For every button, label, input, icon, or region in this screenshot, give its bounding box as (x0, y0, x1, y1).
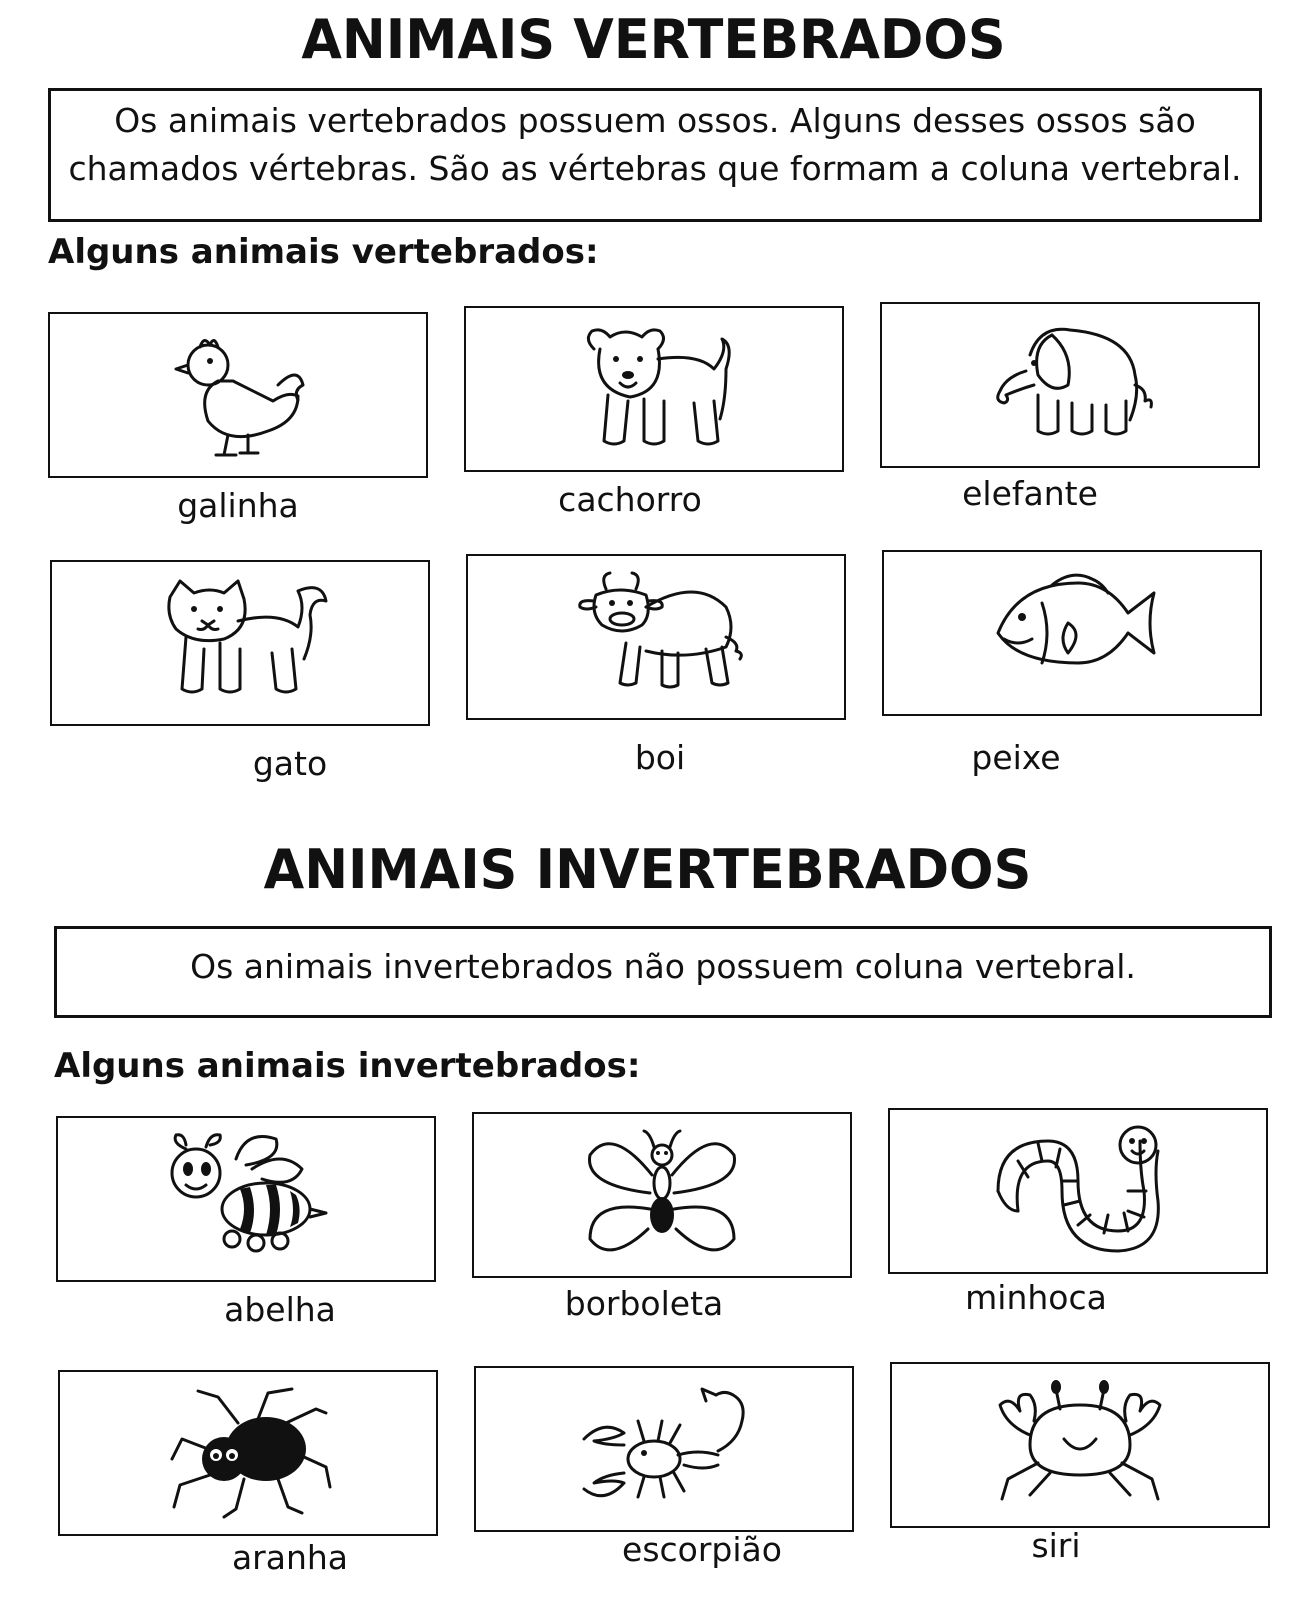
animal-card-crab (890, 1362, 1270, 1528)
butterfly-icon (572, 1125, 752, 1265)
animal-card-spider (58, 1370, 438, 1536)
chicken-icon (148, 325, 328, 465)
dog-icon (564, 319, 744, 459)
elephant-icon (980, 315, 1160, 455)
animal-label-elephant: elefante (962, 474, 1098, 513)
crab-icon (990, 1375, 1170, 1515)
animal-card-scorpion (474, 1366, 854, 1532)
animal-card-cat (50, 560, 430, 726)
animal-card-butterfly (472, 1112, 852, 1278)
bee-icon (156, 1129, 336, 1269)
earthworm-icon (988, 1121, 1168, 1261)
animal-card-fish (882, 550, 1262, 716)
vertebrates-subheading: Alguns animais vertebrados: (48, 232, 599, 272)
animal-label-spider: aranha (231, 1538, 349, 1577)
animal-label-cat: gato (252, 744, 328, 783)
animal-label-dog: cachorro (558, 480, 702, 519)
invertebrates-description-box (54, 926, 1272, 1018)
animal-card-earthworm (888, 1108, 1268, 1274)
invertebrates-description: Os animais invertebrados não possuem coluna vertebral. (190, 947, 1136, 986)
ox-icon (566, 567, 746, 707)
animal-card-ox (466, 554, 846, 720)
fish-icon (982, 563, 1162, 703)
invertebrates-title: ANIMAIS INVERTEBRADOS (263, 838, 1032, 901)
cat-icon (150, 573, 330, 713)
animal-label-earthworm: minhoca (965, 1278, 1107, 1317)
animal-card-dog (464, 306, 844, 472)
vertebrates-description: Os animais vertebrados possuem ossos. Alguns desses ossos são chamados vértebras. São as vértebras que formam a coluna vertebral. (68, 101, 1242, 188)
animal-card-elephant (880, 302, 1260, 468)
vertebrates-description-box (48, 88, 1262, 222)
animal-label-ox: boi (634, 738, 686, 777)
invertebrates-subheading: Alguns animais invertebrados: (54, 1046, 641, 1086)
animal-card-bee (56, 1116, 436, 1282)
spider-icon (158, 1383, 338, 1523)
animal-label-bee: abelha (224, 1290, 336, 1329)
animal-label-scorpion: escorpião (622, 1530, 782, 1569)
animal-card-chicken (48, 312, 428, 478)
animal-label-chicken: galinha (177, 486, 299, 525)
animal-label-crab: siri (1031, 1526, 1081, 1565)
vertebrates-title: ANIMAIS VERTEBRADOS (301, 8, 1006, 71)
scorpion-icon (574, 1379, 754, 1519)
animal-label-fish: peixe (971, 738, 1061, 777)
animal-label-butterfly: borboleta (564, 1284, 724, 1323)
